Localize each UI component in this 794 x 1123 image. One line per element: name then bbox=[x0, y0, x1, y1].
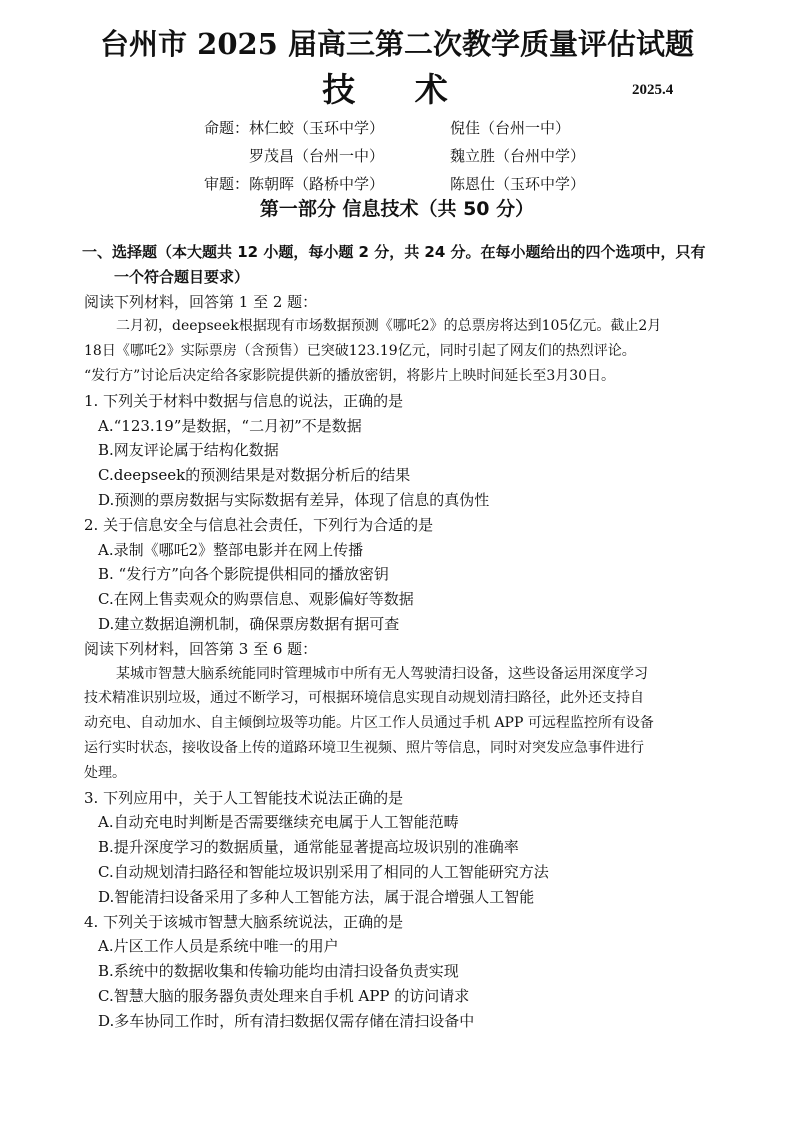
answer-option: C.deepseek的预测结果是对数据分析后的结果 bbox=[98, 466, 411, 485]
reviewer-left: 审题：陈朝晖（路桥中学） bbox=[204, 175, 385, 193]
material-intro: 阅读下列材料，回答第 3 至 6 题： bbox=[84, 639, 318, 658]
answer-option: A.录制《哪吒2》整部电影并在网上传播 bbox=[98, 540, 364, 559]
answer-option: B.系统中的数据收集和传输功能均由清扫设备负责实现 bbox=[98, 962, 459, 981]
section-heading: 一、选择题（本大题共 12 小题，每小题 2 分，共 24 分。在每小题给出的四个选项中，只有 bbox=[82, 243, 706, 261]
author-left: 命题：林仁蛟（玉环中学） bbox=[204, 119, 385, 137]
material-line: 运行实时状态，接收设备上传的道路环境卫生视频、照片等信息，同时对突发应急事件进行 bbox=[84, 739, 644, 756]
material-line: 18日《哪吒2》实际票房（含预售）已突破123.19亿元，同时引起了网友们的热烈评论。 bbox=[84, 343, 636, 360]
answer-option: D.建立数据追溯机制，确保票房数据有据可查 bbox=[98, 614, 400, 633]
answer-option: D.智能清扫设备采用了多种人工智能方法，属于混合增强人工智能 bbox=[98, 887, 535, 906]
answer-option: A.自动充电时判断是否需要继续充电属于人工智能范畴 bbox=[98, 813, 459, 832]
section-heading-cont: 一个符合题目要求） bbox=[114, 267, 250, 286]
answer-option: B.提升深度学习的数据质量，通常能显著提高垃圾识别的准确率 bbox=[98, 838, 519, 857]
part-title: 第一部分 信息技术（共 50 分） bbox=[259, 198, 535, 220]
answer-option: B.网友评论属于结构化数据 bbox=[98, 441, 279, 460]
question-stem: 2. 关于信息安全与信息社会责任，下列行为合适的是 bbox=[84, 515, 434, 534]
question-stem: 1. 下列关于材料中数据与信息的说法，正确的是 bbox=[84, 391, 404, 410]
answer-option: A.“123.19”是数据，“二月初”不是数据 bbox=[98, 416, 362, 435]
material-line: “发行方”讨论后决定给各家影院提供新的播放密钥，将影片上映时间延长至3月30日。 bbox=[84, 367, 616, 384]
author-right: 倪佳（台州一中） bbox=[450, 119, 571, 137]
material-line: 二月初，deepseek根据现有市场数据预测《哪吒2》的总票房将达到105亿元。截止2月 bbox=[116, 318, 662, 335]
question-stem: 3. 下列应用中，关于人工智能技术说法正确的是 bbox=[84, 788, 404, 807]
material-line: 处理。 bbox=[84, 764, 126, 781]
exam-date: 2025.4 bbox=[632, 82, 674, 98]
answer-option: B. “发行方”向各个影院提供相同的播放密钥 bbox=[98, 565, 389, 584]
subject-title: 技 术 bbox=[322, 70, 472, 109]
answer-option: D.多车协同工作时，所有清扫数据仅需存储在清扫设备中 bbox=[98, 1011, 475, 1030]
material-line: 某城市智慧大脑系统能同时管理城市中所有无人驾驶清扫设备，这些设备运用深度学习 bbox=[116, 665, 648, 682]
question-stem: 4. 下列关于该城市智慧大脑系统说法，正确的是 bbox=[84, 912, 404, 931]
reviewer-right: 陈恩仕（玉环中学） bbox=[450, 175, 586, 193]
answer-option: A.片区工作人员是系统中唯一的用户 bbox=[98, 937, 339, 956]
material-line: 技术精准识别垃圾，通过不断学习，可根据环境信息实现自动规划清扫路径，此外还支持自 bbox=[84, 690, 644, 707]
exam-title: 台州市 2025 届高三第二次教学质量评估试题 bbox=[100, 27, 694, 61]
answer-option: C.在网上售卖观众的购票信息、观影偏好等数据 bbox=[98, 590, 414, 609]
answer-option: C.自动规划清扫路径和智能垃圾识别采用了相同的人工智能研究方法 bbox=[98, 862, 549, 881]
author-right: 魏立胜（台州中学） bbox=[450, 147, 586, 165]
author-left: 罗茂昌（台州一中） bbox=[204, 147, 385, 165]
question-body bbox=[84, 240, 744, 1034]
answer-option: D.预测的票房数据与实际数据有差异，体现了信息的真伪性 bbox=[98, 490, 490, 509]
answer-option: C.智慧大脑的服务器负责处理来自手机 APP 的访问请求 bbox=[98, 986, 470, 1005]
material-intro: 阅读下列材料，回答第 1 至 2 题： bbox=[84, 292, 318, 311]
material-line: 动充电、自动加水、自主倾倒垃圾等功能。片区工作人员通过手机 APP 可远程监控所有设备 bbox=[84, 715, 654, 732]
